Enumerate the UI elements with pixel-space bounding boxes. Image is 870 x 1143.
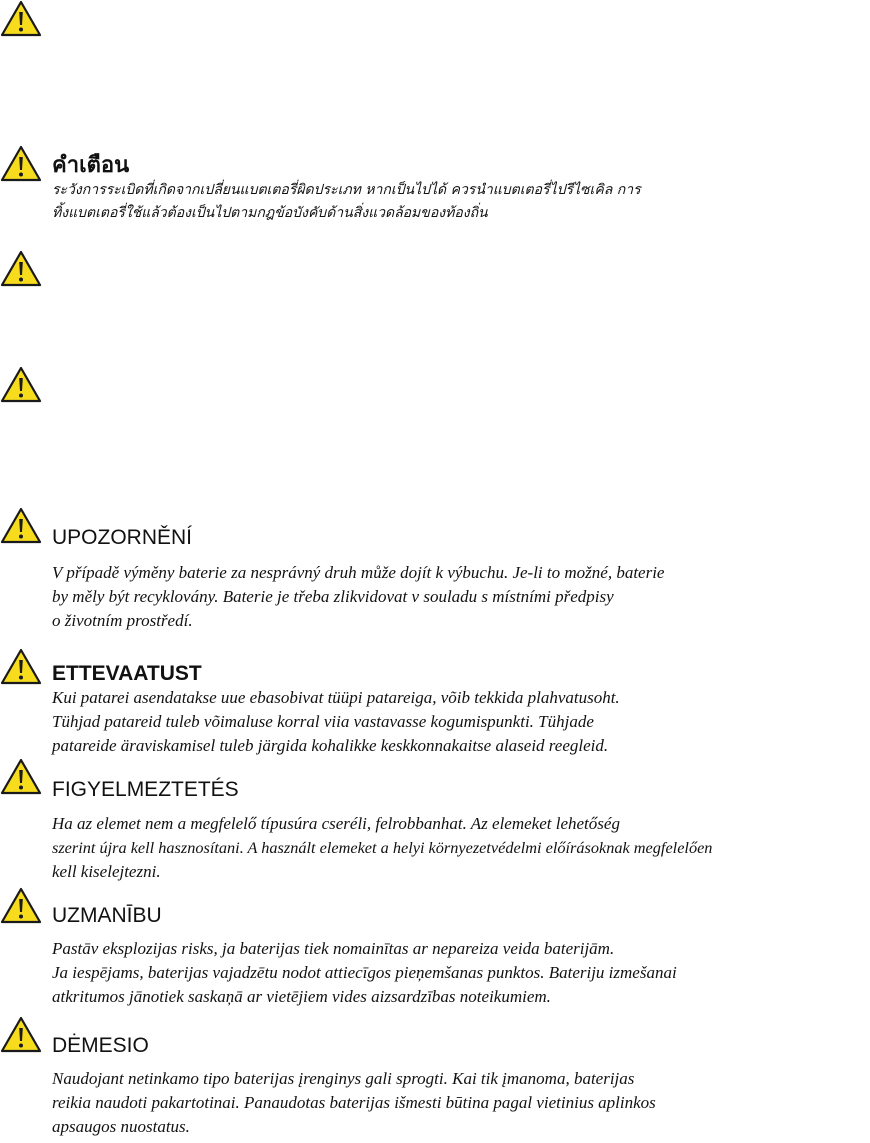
warning-block-lithuanian [52, 1034, 867, 1139]
warning-heading: UPOZORNĚNÍ [52, 526, 193, 549]
warning-block-hungarian [52, 778, 867, 884]
warning-heading: DĖMESIO [52, 1034, 149, 1057]
warning-text-line: by měly být recyklovány. Baterie je třeba zlikvidovat v souladu s místními předpisy [52, 587, 614, 606]
warning-heading: คำเตือน [52, 153, 130, 178]
warning-heading: FIGYELMEZTETÉS [52, 778, 239, 801]
warning-text-line: atkritumos jānotiek saskaņā ar vietējiem vides aizsardzības noteikumiem. [52, 987, 551, 1006]
warning-block-thai [52, 153, 867, 225]
warning-icon [0, 758, 42, 796]
warning-block-czech [52, 526, 867, 633]
warning-heading: UZMANĪBU [52, 904, 162, 927]
warning-text-line: ทิ้งแบตเตอรี่ใช้แล้วต้องเป็นไปตามกฎข้อบังคับด้านสิ่งแวดล้อมของท้องถิ่น [52, 205, 488, 221]
warning-text-line: Pastāv eksplozijas risks, ja baterijas tiek nomainītas ar nepareiza veida baterijām. [52, 939, 615, 958]
warning-text-line: ระวังการระเบิดที่เกิดจากเปลี่ยนแบตเตอรี่ผิดประเภท หากเป็นไปได้ ควรนำแบตเตอรี่ไปรีไซเคิล การ [52, 182, 641, 198]
warning-text-line: patareide äraviskamisel tuleb järgida kohalikke keskkonnakaitse alaseid reegleid. [52, 736, 609, 755]
warning-text-line: Kui patarei asendatakse uue ebasobivat tüüpi patareiga, võib tekkida plahvatusoht. [52, 688, 620, 707]
warning-icon [0, 1016, 42, 1054]
warning-text-line: apsaugos nuostatus. [52, 1117, 190, 1136]
warning-icon [0, 648, 42, 686]
warning-text-line: o životním prostředí. [52, 611, 193, 630]
warning-text-line: szerint újra kell hasznosítani. A használt elemeket a helyi környezetvédelmi előírásoknak megfelelően [52, 838, 713, 857]
warning-text-line: Naudojant netinkamo tipo baterijas įrenginys gali sprogti. Kai tik įmanoma, baterijas [52, 1069, 635, 1088]
warning-block-estonian [52, 662, 867, 758]
warning-text-line: Ja iespējams, baterijas vajadzētu nodot attiecīgos pieņemšanas punktos. Bateriju izmešanai [52, 963, 677, 982]
warning-icon [0, 887, 42, 925]
warning-text-line: kell kiselejtezni. [52, 862, 161, 881]
warning-block-latvian [52, 904, 867, 1009]
warning-text-line: Tühjad patareid tuleb võimaluse korral viia vastavasse kogumispunkti. Tühjade [52, 712, 594, 731]
warning-icon [0, 145, 42, 183]
warning-text-line: reikia naudoti pakartotinai. Panaudotas baterijas išmesti būtina pagal vietinius aplinkos [52, 1093, 656, 1112]
warning-text-line: Ha az elemet nem a megfelelő típusúra cseréli, felrobbanhat. Az elemeket lehetőség [52, 814, 620, 833]
warning-icon [0, 250, 42, 288]
warning-text-line: V případě výměny baterie za nesprávný druh může dojít k výbuchu. Je-li to možné, baterie [52, 563, 665, 582]
warning-icon [0, 507, 42, 545]
warning-icon [0, 366, 42, 404]
warning-heading: ETTEVAATUST [52, 662, 202, 685]
warning-icon [0, 0, 42, 38]
